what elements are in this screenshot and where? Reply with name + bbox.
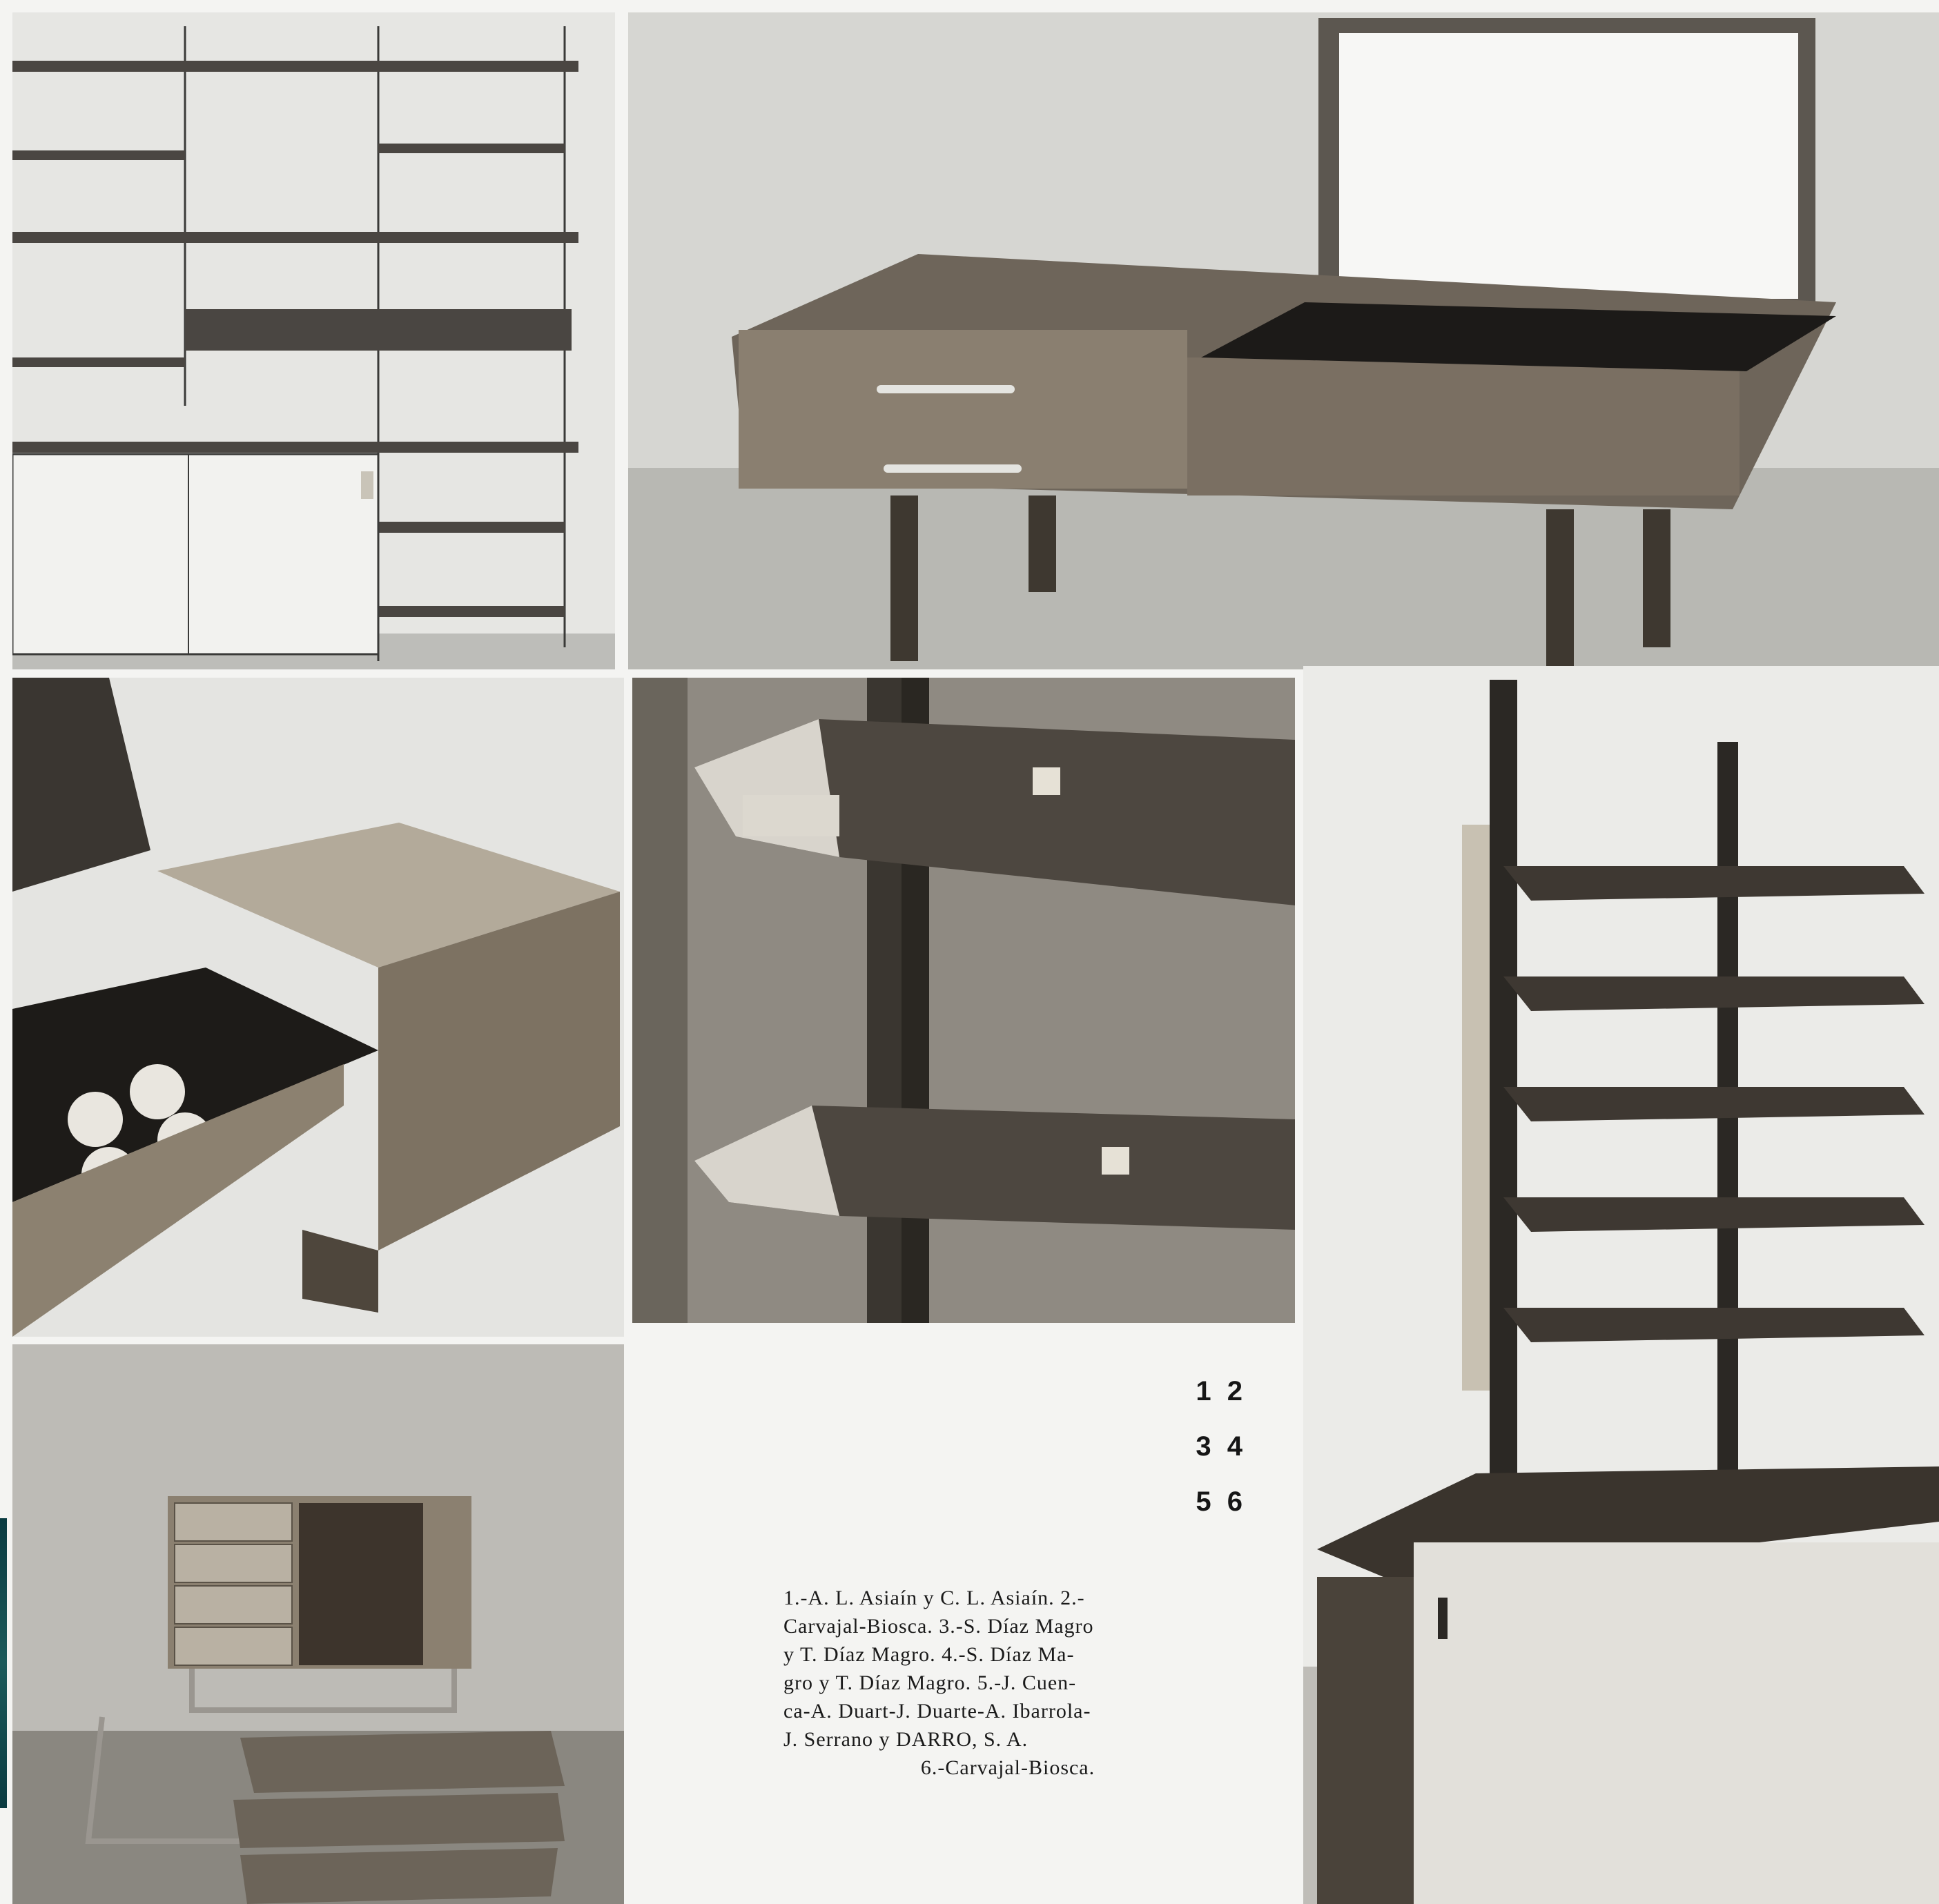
- photo-1-wall-shelving: [12, 12, 615, 669]
- shelf-brackets-illustration: [632, 678, 1295, 1323]
- photo-3-cabinet-drawer: [12, 678, 624, 1337]
- legend-row-3: 5 6: [1196, 1486, 1247, 1517]
- photo-6-chest-drawers: [12, 1344, 624, 1904]
- photo-credits-caption: [783, 1584, 1232, 1782]
- caption-line: y T. Díaz Magro. 4.-S. Díaz Ma-: [783, 1643, 1075, 1666]
- cabinet-mirror-illustration: [628, 12, 1939, 669]
- caption-line: J. Serrano y DARRO, S. A.: [783, 1728, 1029, 1751]
- scan-edge-mark: [0, 1518, 7, 1808]
- caption-line: 1.-A. L. Asiaín y C. L. Asiaín. 2.-: [783, 1587, 1085, 1609]
- photo-number-legend: [1164, 1364, 1247, 1529]
- cabinet-drawer-illustration: [12, 678, 624, 1337]
- photo-5-shelving-sideboard: [1303, 666, 1939, 1904]
- photo-2-cabinet-mirror-lid: [628, 12, 1939, 669]
- caption-line: Carvajal-Biosca. 3.-S. Díaz Magro: [783, 1615, 1094, 1638]
- legend-row-2: 3 4: [1196, 1431, 1247, 1462]
- caption-line: gro y T. Díaz Magro. 5.-J. Cuen-: [783, 1671, 1077, 1694]
- legend-row-1: 1 2: [1196, 1376, 1247, 1406]
- photo-4-shelf-brackets: [632, 678, 1295, 1323]
- caption-line: 6.-Carvajal-Biosca.: [920, 1756, 1095, 1779]
- chest-drawers-illustration: [12, 1344, 624, 1904]
- shelving-sideboard-illustration: [1303, 666, 1939, 1904]
- wall-shelving-illustration: [12, 12, 615, 669]
- caption-line: ca-A. Duart-J. Duarte-A. Ibarrola-: [783, 1700, 1091, 1723]
